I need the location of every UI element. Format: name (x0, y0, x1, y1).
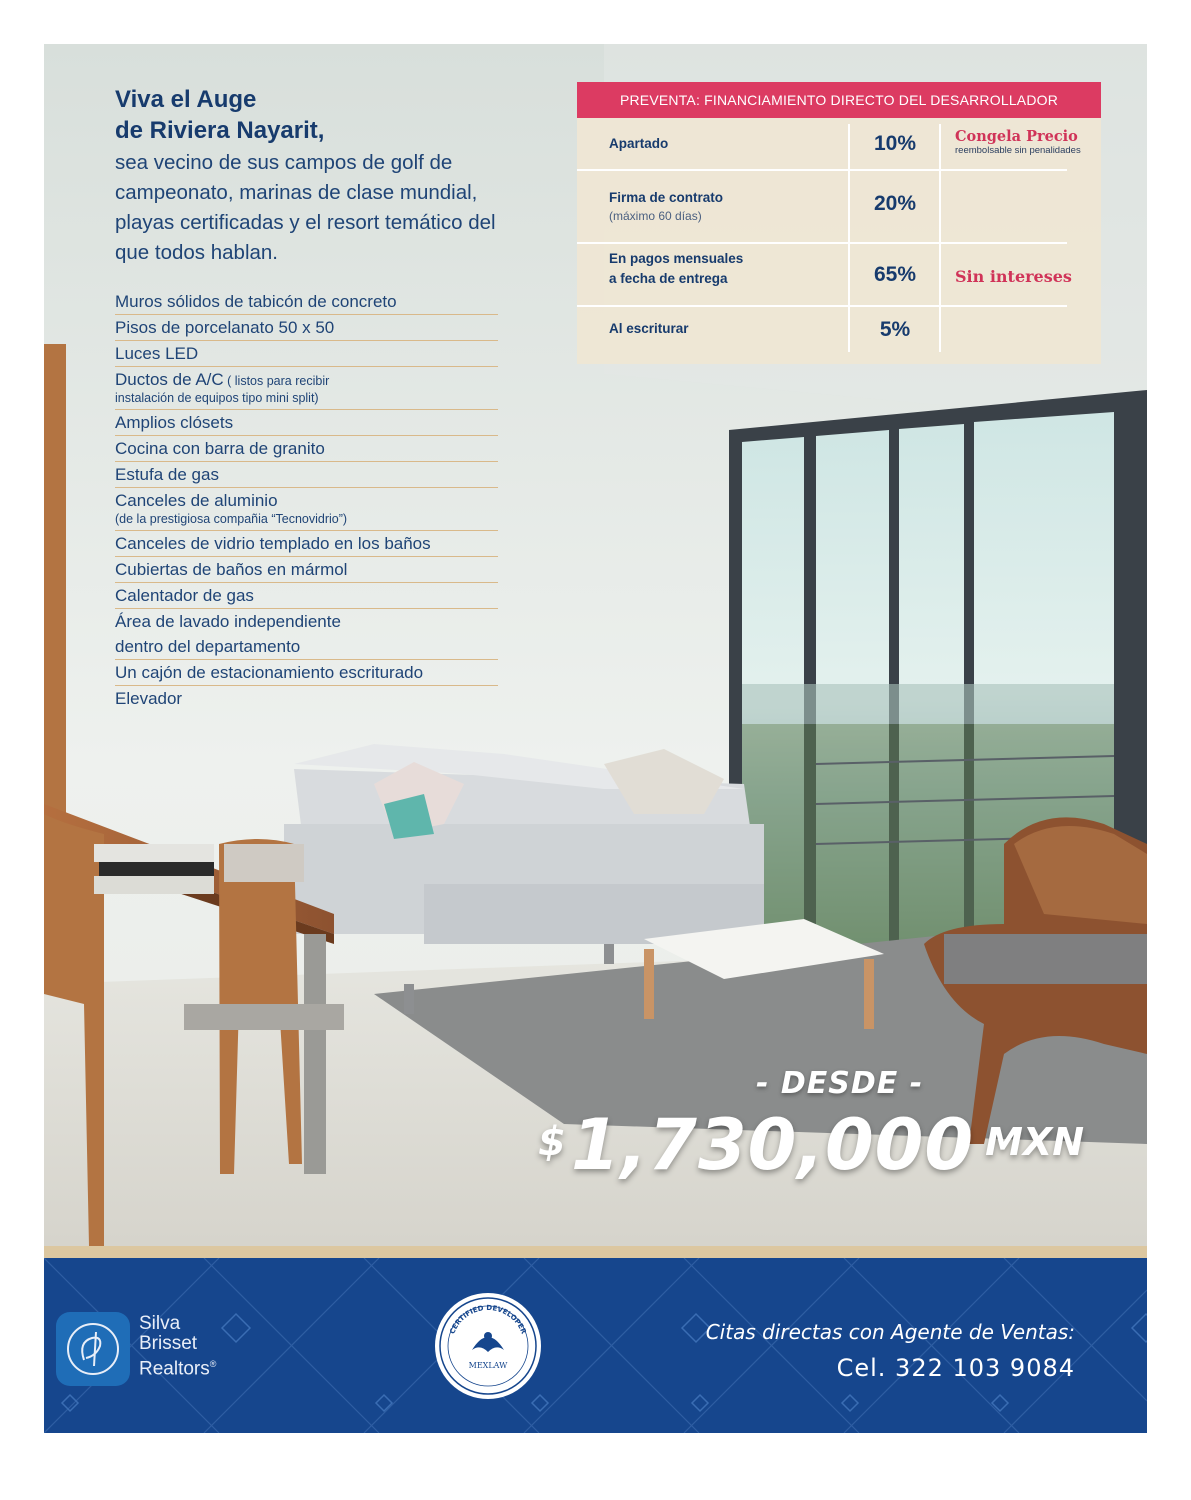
seal-brand: MEXLAW (468, 1361, 508, 1370)
price (538, 1104, 1084, 1186)
row-percent: 10% (873, 132, 917, 155)
row-percent: 65% (873, 263, 917, 286)
feature-item: Cocina con barra de granito (115, 436, 498, 462)
financing-row (577, 243, 1101, 305)
financing-row (577, 118, 1101, 169)
headline (115, 84, 535, 146)
row-label: En pagos mensuales a fecha de entrega (609, 251, 744, 286)
feature-note: ( listos para recibir (223, 374, 330, 388)
certified-developer-seal (432, 1290, 544, 1402)
feature-item: Amplios clósets (115, 410, 498, 436)
feature-item: Canceles de aluminio (de la prestigiosa compañia “Tecnovidrio”) (115, 488, 498, 531)
headline-line1: Viva el Auge (115, 86, 257, 113)
financing-row (577, 170, 1101, 242)
financing-table (577, 82, 1101, 364)
svg-text:CERTIFIED DEVELOPER: CERTIFIED DEVELOPER (448, 1303, 528, 1336)
intro-paragraph: sea vecino de sus campos de golf de campeonato, marinas de clase mundial, playas certificadas y el resort temático del que todos hablan. (115, 151, 496, 264)
row-label: Al escriturar (609, 321, 689, 336)
contact-line: Citas directas con Agente de Ventas: (705, 1320, 1075, 1344)
feature-item: dentro del departamento (115, 634, 498, 660)
financing-row (577, 306, 1101, 364)
feature-item: Elevador (115, 689, 183, 708)
phone-number[interactable]: Cel. 322 103 9084 (836, 1354, 1075, 1382)
footer (44, 1258, 1147, 1433)
feature-note-2: (de la prestigiosa compañia “Tecnovidrio”) (115, 512, 348, 526)
price-amount: 1,730,000 (570, 1104, 975, 1186)
feature-item: Canceles de vidrio templado en los baños (115, 531, 498, 557)
row-label: Firma de contrato (máximo 60 días) (609, 190, 724, 223)
intro-block (115, 84, 535, 268)
real-estate-ad (44, 44, 1147, 1433)
row-note: Sin intereses (955, 267, 1072, 286)
row-note: Congela Precio reembolsable sin penalidades (955, 128, 1081, 156)
feature-item: Calentador de gas (115, 583, 498, 609)
row-sublabel: (máximo 60 días) (609, 209, 702, 223)
brand-name: Silva Brisset Realtors® (139, 1313, 217, 1380)
feature-item: Pisos de porcelanato 50 x 50 (115, 315, 498, 341)
row-percent: 20% (873, 192, 917, 215)
contact-block (706, 1320, 1075, 1382)
row-percent: 5% (879, 318, 911, 341)
feature-item: Cubiertas de baños en mármol (115, 557, 498, 583)
headline-line2: de Riviera Nayarit, (115, 117, 325, 144)
footer-gold-strip (44, 1246, 1147, 1258)
feature-item: Un cajón de estacionamiento escriturado (115, 660, 498, 686)
brand-logo-icon (56, 1312, 130, 1386)
feature-item: Estufa de gas (115, 462, 498, 488)
feature-note-2: instalación de equipos tipo mini split) (115, 391, 319, 405)
price-currency: $ (538, 1119, 566, 1165)
feature-list (115, 289, 498, 711)
feature-item: Luces LED (115, 341, 498, 367)
row-note-sub: reembolsable sin penalidades (955, 145, 1081, 156)
price-unit: MXN (985, 1120, 1085, 1164)
feature-item: Muros sólidos de tabicón de concreto (115, 289, 498, 315)
price-from-label: - DESDE - (756, 1066, 924, 1101)
feature-item: Ductos de A/C ( listos para recibir instalación de equipos tipo mini split) (115, 367, 498, 410)
row-label: Apartado (609, 136, 669, 151)
financing-header: PREVENTA: FINANCIAMIENTO DIRECTO DEL DESARROLLADOR (577, 82, 1101, 118)
feature-item: Área de lavado independiente (115, 612, 341, 631)
